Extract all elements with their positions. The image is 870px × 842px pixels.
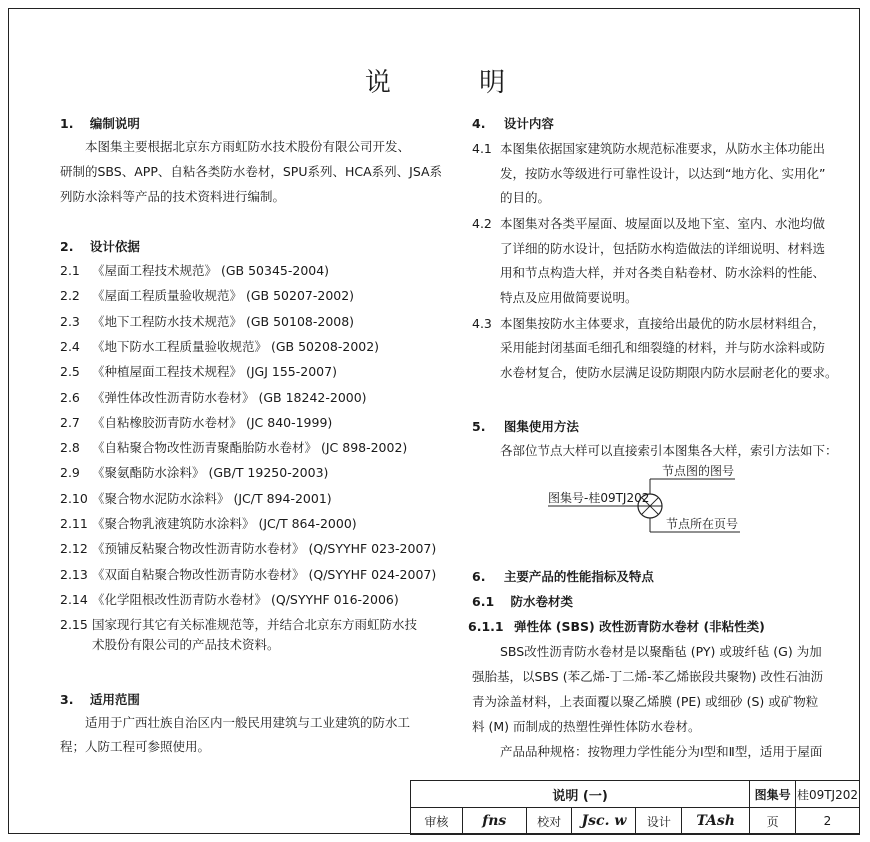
design-content-text: 发，按防水等级进行可靠性设计，以达到“地方化、实用化” [500, 165, 826, 181]
design-content-line [472, 364, 838, 382]
reference-item-text: 《自粘橡胶沥青防水卷材》 (JC 840-1999) [92, 414, 333, 430]
reference-item-number: 2.1 [60, 263, 80, 278]
section-4-heading: 4. 设计内容 [472, 116, 554, 131]
tb-atlas-label: 图集号 [750, 781, 796, 808]
design-content-line [472, 315, 825, 333]
s1-line-3: 列防水涂料等产品的技术资料进行编制。 [60, 189, 286, 204]
reference-item-number: 2.3 [60, 313, 80, 329]
label-node-page: 节点所在页号 [666, 517, 739, 531]
reference-item-number: 2.11 [60, 516, 88, 531]
design-content-line [472, 289, 638, 307]
reference-item-text: 国家现行其它有关标准规范等，并结合北京东方雨虹防水技 [92, 617, 418, 633]
reference-item [60, 540, 436, 558]
reference-item-number: 2.14 [60, 591, 88, 607]
reference-item-text: 《双面自粘聚合物改性沥青防水卷材》 (Q/SYYHF 024-2007) [92, 566, 437, 582]
design-content-text: 本图集依据国家建筑防水规范标准要求，从防水主体功能出 [500, 141, 826, 156]
reference-item-number: 2.6 [60, 389, 80, 405]
design-content-number: 4.3 [472, 315, 492, 331]
reference-item [60, 515, 357, 533]
tb-review-signature: fns [462, 808, 526, 835]
design-content-line [472, 189, 550, 207]
index-symbol-diagram [540, 462, 760, 542]
reference-item-number: 2.5 [60, 364, 80, 380]
reference-item-text: 《屋面工程质量验收规范》 (GB 50207-2002) [92, 288, 355, 304]
design-content-number: 4.1 [472, 141, 492, 156]
tb-page-label: 页 [750, 808, 796, 835]
reference-item [60, 287, 354, 305]
title-block [410, 780, 860, 835]
tb-check-label: 校对 [526, 808, 572, 835]
design-content-text: 本图集对各类平屋面、坡屋面以及地下室、室内、水池均做 [500, 216, 826, 231]
reference-item-text: 《化学阻根改性沥青防水卷材》 (Q/SYYHF 016-2006) [92, 591, 399, 607]
s2-continuation: 术股份有限公司的产品技术资料。 [92, 637, 280, 652]
design-content-text: 本图集按防水主体要求，直接给出最优的防水层材料组合， [500, 315, 826, 331]
s6-line-3: 青为涂盖材料，上表面覆以聚乙烯膜 (PE) 或细砂 (S) 或矿物粒 [472, 694, 819, 709]
reference-item-number: 2.10 [60, 490, 88, 506]
tb-review-label: 审核 [411, 808, 463, 835]
reference-item-number: 2.2 [60, 288, 80, 304]
reference-item-text: 《聚氨酯防水涂料》 (GB/T 19250-2003) [92, 465, 329, 481]
section-6-1-1-heading: 6.1.1 弹性体 (SBS) 改性沥青防水卷材 (非粘性类) [468, 619, 765, 634]
s1-line-2: 研制的SBS、APP、自粘各类防水卷材，SPU系列、HCA系列、JSA系 [60, 164, 443, 179]
reference-item-number: 2.12 [60, 541, 88, 557]
tb-drawing-name: 说明 (一) [411, 781, 750, 808]
design-content-line [472, 140, 825, 158]
s5-line: 各部位节点大样可以直接索引本图集各大样，索引方法如下： [500, 443, 838, 458]
label-atlas-no: 图集号-桂09TJ202 [548, 491, 650, 505]
design-content-line [472, 339, 825, 357]
reference-item-number: 2.4 [60, 338, 80, 354]
design-content-text: 用和节点构造大样，并对各类自粘卷材、防水涂料的性能、 [500, 265, 826, 280]
design-content-text: 特点及应用做简要说明。 [500, 289, 638, 305]
reference-item [60, 389, 367, 407]
label-node-figure-no: 节点图的图号 [662, 464, 735, 478]
section-1-heading: 1. 编制说明 [60, 116, 140, 131]
s6-line-4: 料 (M) 而制成的热塑性弹性体防水卷材。 [472, 719, 701, 734]
reference-item-number: 2.7 [60, 414, 80, 430]
design-content-line [472, 165, 825, 183]
reference-item-text: 《弹性体改性沥青防水卷材》 (GB 18242-2000) [92, 389, 367, 405]
design-content-line [472, 215, 825, 233]
tb-check-signature: Jsc. w [572, 808, 636, 835]
design-content-line [472, 240, 825, 258]
s6-line-2: 强胎基，以SBS (苯乙烯-丁二烯-苯乙烯嵌段共聚物) 改性石油沥 [472, 669, 823, 684]
section-3-heading: 3. 适用范围 [60, 692, 140, 707]
tb-design-label: 设计 [636, 808, 682, 835]
reference-item-text: 《聚合物水泥防水涂料》 (JC/T 894-2001) [92, 490, 332, 506]
reference-item-number: 2.15 [60, 617, 88, 633]
reference-item-number: 2.13 [60, 566, 88, 582]
section-6-heading: 6. 主要产品的性能指标及特点 [472, 569, 654, 584]
design-content-text: 采用能封闭基面毛细孔和细裂缝的材料，并与防水涂料或防 [500, 340, 826, 355]
section-6-1-heading: 6.1 防水卷材类 [472, 594, 574, 609]
reference-item [60, 262, 329, 280]
reference-item-text: 《地下工程防水技术规范》 (GB 50108-2008) [92, 313, 355, 329]
reference-item [60, 313, 354, 331]
tb-atlas-value: 桂09TJ202 [795, 781, 859, 808]
design-content-text: 的目的。 [500, 190, 551, 205]
design-content-text: 了详细的防水设计，包括防水构造做法的详细说明、材料选 [500, 240, 826, 256]
s6-line-1: SBS改性沥青防水卷材是以聚酯毡 (PY) 或玻纤毡 (G) 为加 [500, 644, 822, 659]
tb-design-signature: TAsh [682, 808, 750, 835]
reference-item [60, 616, 417, 634]
reference-item [60, 414, 332, 432]
design-content-number: 4.2 [472, 216, 492, 231]
s3-line-1: 适用于广西壮族自治区内一般民用建筑与工业建筑的防水工 [85, 715, 411, 730]
reference-item-text: 《预铺反粘聚合物改性沥青防水卷材》 (Q/SYYHF 023-2007) [92, 541, 437, 557]
reference-item-number: 2.8 [60, 440, 80, 456]
reference-item [60, 591, 399, 609]
s6-line-5: 产品品种规格：按物理力学性能分为Ⅰ型和Ⅱ型，适用于屋面 [500, 744, 823, 759]
reference-item-text: 《地下防水工程质量验收规范》 (GB 50208-2002) [92, 338, 380, 354]
reference-item-number: 2.9 [60, 465, 80, 481]
design-content-text: 水卷材复合，使防水层满足设防期限内防水层耐老化的要求。 [500, 364, 838, 380]
design-content-line [472, 264, 825, 282]
reference-item-text: 《种植屋面工程技术规程》 (JGJ 155-2007) [92, 364, 337, 380]
reference-item [60, 566, 436, 584]
reference-item [60, 338, 379, 356]
s1-line-1: 本图集主要根据北京东方雨虹防水技术股份有限公司开发、 [85, 139, 411, 154]
reference-item [60, 439, 407, 457]
tb-page-value: 2 [795, 808, 859, 835]
section-2-heading: 2. 设计依据 [60, 239, 140, 254]
reference-item [60, 490, 332, 508]
reference-item-text: 《聚合物乳液建筑防水涂料》 (JC/T 864-2000) [92, 516, 357, 531]
s3-line-2: 程；人防工程可参照使用。 [60, 739, 211, 754]
reference-item-text: 《屋面工程技术规范》 (GB 50345-2004) [92, 263, 330, 278]
reference-item [60, 363, 337, 381]
section-5-heading: 5. 图集使用方法 [472, 419, 579, 434]
reference-item [60, 464, 328, 482]
reference-item-text: 《自粘聚合物改性沥青聚酯胎防水卷材》 (JC 898-2002) [92, 440, 408, 456]
page-title: 说 明 [364, 68, 546, 98]
